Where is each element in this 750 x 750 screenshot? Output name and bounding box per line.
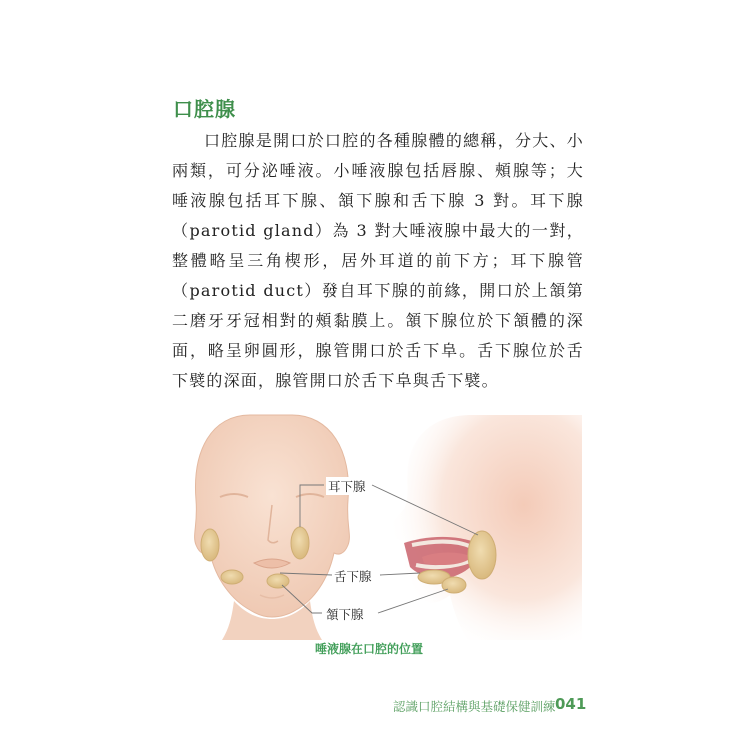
footer-chapter-title: 認識口腔結構與基礎保健訓練 [393,699,556,714]
page-number: 041 [555,695,587,713]
salivary-gland-illustration [172,405,582,640]
label-submandibular-gland: 頷下腺 [326,607,364,622]
profile-head [387,415,582,640]
body-paragraph: 口腔腺是開口於口腔的各種腺體的總稱，分大、小兩類，可分泌唾液。小唾液腺包括唇腺、頰腺等；大唾液腺包括耳下腺、頷下腺和舌下腺 3 對。耳下腺（parotid gland）為 3 對大唾液腺中最大的一對，整體略呈三角楔形，居外耳道的前下方；耳下腺管（parotid duct）發自耳下腺的前緣，開口於上頷第二磨牙牙冠相對的頰黏膜上。頷下腺位於下頷體的深面，略呈卵圓形，腺管開口於舌下阜。舌下腺位於舌下襞的深面，腺管開口於舌下阜與舌下襞。 [172,131,584,390]
figure-caption: 唾液腺在口腔的位置 [315,642,424,656]
label-parotid-gland: 耳下腺 [328,479,366,494]
illustration-drawing [172,405,582,640]
label-sublingual-gland: 舌下腺 [334,569,372,584]
section-title: 口腔腺 [173,97,236,121]
